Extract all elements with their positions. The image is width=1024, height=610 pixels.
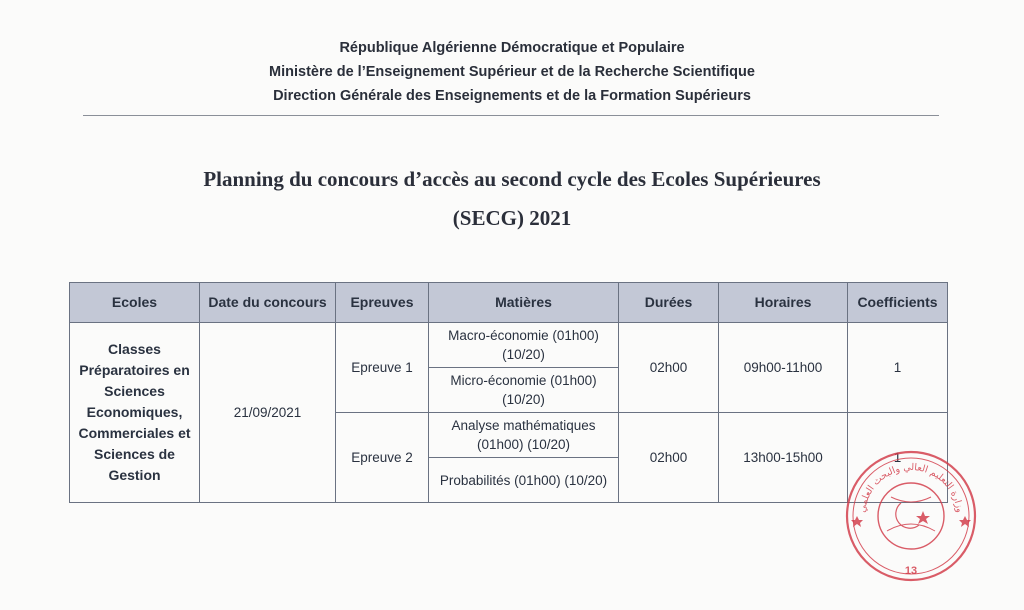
- document-title: Planning du concours d’accès au second cycle des Ecoles Supérieures: [203, 167, 821, 191]
- seal-arabic-text: وزارة التعليم العالي والبحث العلمي: [857, 461, 965, 514]
- cell-coefficient-2: 1: [848, 413, 948, 503]
- cell-date: 21/09/2021: [200, 323, 336, 503]
- header-line-direction: Direction Générale des Enseignements et de la Formation Supérieurs: [273, 88, 751, 104]
- document-subtitle: (SECG) 2021: [452, 206, 572, 230]
- cell-coefficient-1: 1: [848, 323, 948, 413]
- cell-horaire-2: 13h00-15h00: [719, 413, 848, 503]
- cell-horaire-1: 09h00-11h00: [719, 323, 848, 413]
- cell-matiere: Probabilités (01h00) (10/20): [429, 458, 619, 503]
- col-header-date: Date du concours: [200, 283, 336, 323]
- col-header-epreuves: Epreuves: [336, 283, 429, 323]
- header-divider: [83, 115, 939, 116]
- cell-matiere: Macro-économie (01h00) (10/20): [429, 323, 619, 368]
- cell-epreuve-2: Epreuve 2: [336, 413, 429, 503]
- cell-matiere: Analyse mathématiques (01h00) (10/20): [429, 413, 619, 458]
- cell-epreuve-1: Epreuve 1: [336, 323, 429, 413]
- exam-schedule-table: [69, 282, 948, 503]
- col-header-horaires: Horaires: [719, 283, 848, 323]
- cell-duree-2: 02h00: [619, 413, 719, 503]
- header-line-ministry: Ministère de l’Enseignement Supérieur et de la Recherche Scientifique: [269, 64, 755, 80]
- cell-matiere: Micro-économie (01h00) (10/20): [429, 368, 619, 413]
- cell-duree-1: 02h00: [619, 323, 719, 413]
- table-header-row: [70, 283, 948, 323]
- table-row: [70, 323, 948, 368]
- col-header-durees: Durées: [619, 283, 719, 323]
- col-header-coefficients: Coefficients: [848, 283, 948, 323]
- col-header-ecoles: Ecoles: [70, 283, 200, 323]
- header-line-republic: République Algérienne Démocratique et Populaire: [339, 40, 685, 56]
- seal-number: 13: [904, 565, 918, 577]
- cell-ecole: Classes Préparatoires en Sciences Economiques, Commerciales et Sciences de Gestion: [70, 323, 200, 503]
- official-seal-stamp: [843, 445, 979, 587]
- col-header-matieres: Matières: [429, 283, 619, 323]
